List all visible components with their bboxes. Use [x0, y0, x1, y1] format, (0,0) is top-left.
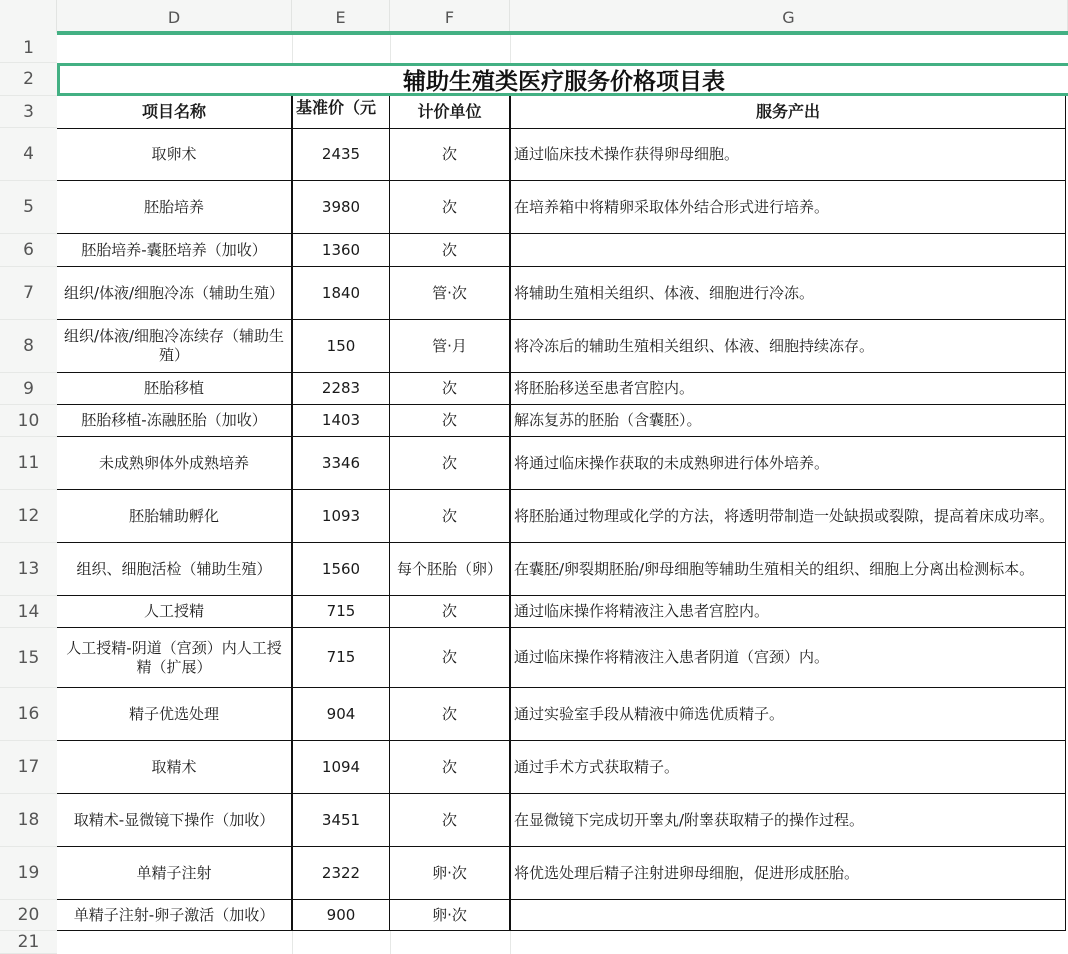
row-header-18[interactable]: 18	[0, 794, 57, 847]
cell-base-price[interactable]: 715	[292, 596, 390, 628]
gridline	[292, 930, 293, 954]
cell-service-output[interactable]: 将胚胎移送至患者宫腔内。	[510, 373, 1066, 405]
column-header-f[interactable]: F	[390, 0, 510, 33]
cell-item-name[interactable]: 取精术	[57, 741, 292, 794]
cell-pricing-unit[interactable]: 次	[390, 688, 510, 741]
row-header-16[interactable]: 16	[0, 688, 57, 741]
cell-item-name[interactable]: 胚胎培养-囊胚培养（加收）	[57, 234, 292, 267]
row-header-11[interactable]: 11	[0, 437, 57, 490]
cell-pricing-unit[interactable]: 次	[390, 794, 510, 847]
cell-item-name[interactable]: 取精术-显微镜下操作（加收）	[57, 794, 292, 847]
row-header-3[interactable]: 3	[0, 96, 57, 128]
cell-base-price[interactable]: 715	[292, 628, 390, 688]
cell-service-output[interactable]: 通过临床操作将精液注入患者阴道（宫颈）内。	[510, 628, 1066, 688]
cell-service-output[interactable]: 通过临床操作将精液注入患者宫腔内。	[510, 596, 1066, 628]
row-header-9[interactable]: 9	[0, 373, 57, 405]
cell-base-price[interactable]: 1360	[292, 234, 390, 267]
gridline	[390, 33, 391, 63]
cell-pricing-unit[interactable]: 次	[390, 181, 510, 234]
header-item-name[interactable]: 项目名称	[57, 96, 292, 129]
cell-item-name[interactable]: 单精子注射-卵子激活（加收）	[57, 900, 292, 931]
cell-base-price[interactable]: 2283	[292, 373, 390, 405]
header-pricing-unit[interactable]: 计价单位	[390, 96, 510, 129]
cell-item-name[interactable]: 人工授精	[57, 596, 292, 628]
cell-base-price[interactable]: 2322	[292, 847, 390, 900]
cell-service-output[interactable]: 通过临床技术操作获得卵母细胞。	[510, 128, 1066, 181]
cell-base-price[interactable]: 150	[292, 320, 390, 373]
cell-service-output[interactable]	[510, 900, 1066, 931]
column-header-d[interactable]: D	[57, 0, 292, 33]
sheet-title[interactable]: 辅助生殖类医疗服务价格项目表	[57, 63, 1068, 96]
cell-service-output[interactable]: 通过手术方式获取精子。	[510, 741, 1066, 794]
cell-pricing-unit[interactable]: 次	[390, 628, 510, 688]
cell-service-output[interactable]: 在囊胚/卵裂期胚胎/卵母细胞等辅助生殖相关的组织、细胞上分离出检测标本。	[510, 543, 1066, 596]
cell-pricing-unit[interactable]: 次	[390, 128, 510, 181]
row-header-4[interactable]: 4	[0, 128, 57, 181]
cell-item-name[interactable]: 单精子注射	[57, 847, 292, 900]
cell-item-name[interactable]: 胚胎培养	[57, 181, 292, 234]
cell-pricing-unit[interactable]: 次	[390, 741, 510, 794]
cell-service-output[interactable]: 将辅助生殖相关组织、体液、细胞进行冷冻。	[510, 267, 1066, 320]
cell-service-output[interactable]: 将冷冻后的辅助生殖相关组织、体液、细胞持续冻存。	[510, 320, 1066, 373]
cell-service-output[interactable]	[510, 234, 1066, 267]
cell-item-name[interactable]: 胚胎辅助孵化	[57, 490, 292, 543]
cell-pricing-unit[interactable]: 卵·次	[390, 900, 510, 931]
row-header-2[interactable]: 2	[0, 63, 57, 96]
select-all-corner[interactable]	[0, 0, 57, 33]
cell-item-name[interactable]: 组织/体液/细胞冷冻（辅助生殖）	[57, 267, 292, 320]
cell-pricing-unit[interactable]: 管·次	[390, 267, 510, 320]
cell-service-output[interactable]: 通过实验室手段从精液中筛选优质精子。	[510, 688, 1066, 741]
cell-pricing-unit[interactable]: 次	[390, 405, 510, 437]
cell-item-name[interactable]: 胚胎移植-冻融胚胎（加收）	[57, 405, 292, 437]
row-header-8[interactable]: 8	[0, 320, 57, 373]
row-header-13[interactable]: 13	[0, 543, 57, 596]
header-base-price[interactable]	[292, 96, 390, 129]
row-header-1[interactable]: 1	[0, 33, 57, 63]
cell-service-output[interactable]: 将通过临床操作获取的未成熟卵进行体外培养。	[510, 437, 1066, 490]
cell-pricing-unit[interactable]: 次	[390, 373, 510, 405]
cell-pricing-unit[interactable]: 次	[390, 596, 510, 628]
cell-item-name[interactable]: 组织、细胞活检（辅助生殖）	[57, 543, 292, 596]
cell-item-name[interactable]: 取卵术	[57, 128, 292, 181]
row-header-20[interactable]: 20	[0, 900, 57, 931]
header-service-output[interactable]: 服务产出	[510, 96, 1066, 129]
row-header-5[interactable]: 5	[0, 181, 57, 234]
cell-base-price[interactable]: 1093	[292, 490, 390, 543]
row-header-7[interactable]: 7	[0, 267, 57, 320]
column-header-e[interactable]: E	[292, 0, 390, 33]
row-header-15[interactable]: 15	[0, 628, 57, 688]
header-base-price-label: 基准价（元	[296, 98, 377, 117]
cell-base-price[interactable]: 904	[292, 688, 390, 741]
cell-base-price[interactable]: 3346	[292, 437, 390, 490]
cell-service-output[interactable]: 在显微镜下完成切开睾丸/附睾获取精子的操作过程。	[510, 794, 1066, 847]
gridline	[292, 33, 293, 63]
gridline	[390, 930, 391, 954]
cell-base-price[interactable]: 3980	[292, 181, 390, 234]
cell-item-name[interactable]: 精子优选处理	[57, 688, 292, 741]
selection-border	[57, 31, 1068, 35]
cell-base-price[interactable]: 900	[292, 900, 390, 931]
cell-pricing-unit[interactable]: 次	[390, 437, 510, 490]
cell-service-output[interactable]: 解冻复苏的胚胎（含囊胚）。	[510, 405, 1066, 437]
cell-pricing-unit[interactable]: 次	[390, 490, 510, 543]
cell-base-price[interactable]: 1094	[292, 741, 390, 794]
cell-base-price[interactable]: 1560	[292, 543, 390, 596]
cell-item-name[interactable]: 胚胎移植	[57, 373, 292, 405]
row-header-12[interactable]: 12	[0, 490, 57, 543]
cell-base-price[interactable]: 2435	[292, 128, 390, 181]
column-header-g[interactable]: G	[510, 0, 1068, 33]
row-header-10[interactable]: 10	[0, 405, 57, 437]
cell-base-price[interactable]: 1403	[292, 405, 390, 437]
gridline	[510, 33, 511, 63]
row-header-14[interactable]: 14	[0, 596, 57, 628]
cell-base-price[interactable]: 1840	[292, 267, 390, 320]
row-header-6[interactable]: 6	[0, 234, 57, 267]
row-header-21[interactable]: 21	[0, 931, 57, 954]
cell-base-price[interactable]: 3451	[292, 794, 390, 847]
cell-item-name[interactable]: 组织/体液/细胞冷冻续存（辅助生殖）	[57, 320, 292, 373]
cell-service-output[interactable]: 将优选处理后精子注射进卵母细胞，促进形成胚胎。	[510, 847, 1066, 900]
cell-item-name[interactable]: 未成熟卵体外成熟培养	[57, 437, 292, 490]
cell-item-name[interactable]: 人工授精-阴道（宫颈）内人工授精（扩展）	[57, 628, 292, 688]
row-header-19[interactable]: 19	[0, 847, 57, 900]
cell-pricing-unit[interactable]: 每个胚胎（卵）	[390, 543, 510, 596]
cell-pricing-unit[interactable]: 卵·次	[390, 847, 510, 900]
gridline	[510, 930, 511, 954]
cell-service-output[interactable]: 将胚胎通过物理或化学的方法，将透明带制造一处缺损或裂隙，提高着床成功率。	[510, 490, 1066, 543]
cell-service-output[interactable]: 在培养箱中将精卵采取体外结合形式进行培养。	[510, 181, 1066, 234]
row-header-17[interactable]: 17	[0, 741, 57, 794]
cell-pricing-unit[interactable]: 管·月	[390, 320, 510, 373]
cell-pricing-unit[interactable]: 次	[390, 234, 510, 267]
